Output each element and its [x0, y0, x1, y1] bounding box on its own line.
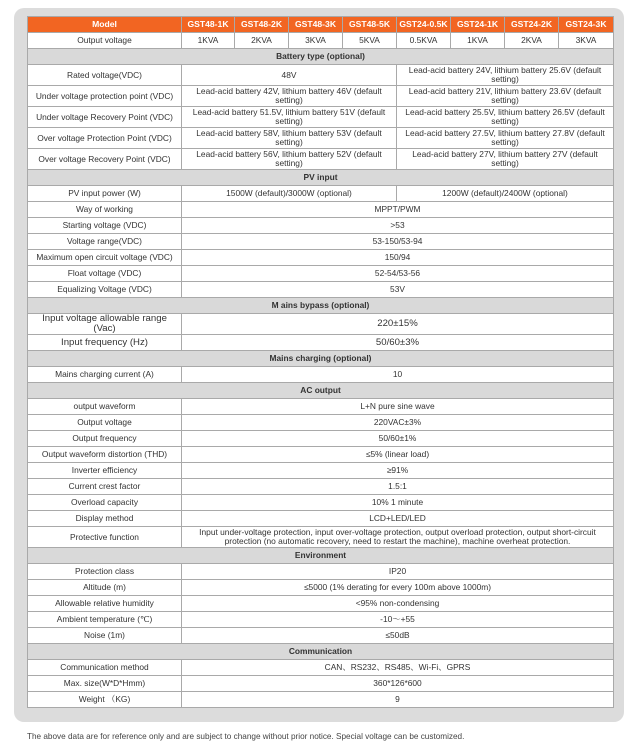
header-model: GST48-5K	[343, 17, 397, 33]
table-row	[28, 202, 614, 218]
row-label: Output voltage	[28, 415, 182, 431]
row-value-48v: Lead-acid battery 56V, lithium battery 52V (default setting)	[182, 149, 397, 170]
section-title: Battery type (optional)	[28, 49, 614, 65]
table-row	[28, 282, 614, 298]
table-row	[28, 580, 614, 596]
row-value: 3KVA	[559, 33, 614, 49]
row-value: ≥91%	[182, 463, 614, 479]
row-value: 9	[182, 692, 614, 708]
row-label: Rated voltage(VDC)	[28, 65, 182, 86]
row-value: 1KVA	[182, 33, 235, 49]
table-row	[28, 511, 614, 527]
row-label: Output voltage	[28, 33, 182, 49]
row-value-24v: 1200W (default)/2400W (optional)	[397, 186, 614, 202]
row-label: Max. size(W*D*Hmm)	[28, 676, 182, 692]
row-label: output waveform	[28, 399, 182, 415]
row-label: Current crest factor	[28, 479, 182, 495]
row-value: ≤5% (linear load)	[182, 447, 614, 463]
row-value: L+N pure sine wave	[182, 399, 614, 415]
row-value: Input under-voltage protection, input over-voltage protection, output overload protection, output short-circuit protection (no automatic recovery, need to restart the machine), machine overheat protection.	[182, 527, 614, 548]
row-label: Allowable relative humidity	[28, 596, 182, 612]
header-model: GST48-3K	[289, 17, 343, 33]
row-value: MPPT/PWM	[182, 202, 614, 218]
row-label: Input voltage allowable range (Vac)	[28, 314, 182, 335]
table-row	[28, 250, 614, 266]
row-label: Output waveform distortion (THD)	[28, 447, 182, 463]
row-value: 50/60±1%	[182, 431, 614, 447]
section-header-battery	[28, 49, 614, 65]
row-value: -10～+55	[182, 612, 614, 628]
table-row	[28, 367, 614, 383]
row-label: Over voltage Recovery Point (VDC)	[28, 149, 182, 170]
row-label: Protective function	[28, 527, 182, 548]
table-row	[28, 128, 614, 149]
table-row	[28, 149, 614, 170]
row-value: 10% 1 minute	[182, 495, 614, 511]
row-label: Noise (1m)	[28, 628, 182, 644]
row-label: Mains charging current (A)	[28, 367, 182, 383]
row-value: 53V	[182, 282, 614, 298]
row-value: ≤50dB	[182, 628, 614, 644]
row-value: 220±15%	[182, 314, 614, 335]
header-model: GST48-2K	[235, 17, 289, 33]
header-model: GST24-1K	[451, 17, 505, 33]
row-value: >53	[182, 218, 614, 234]
table-row	[28, 266, 614, 282]
table-row	[28, 463, 614, 479]
row-label: Float voltage (VDC)	[28, 266, 182, 282]
row-value: 1.5:1	[182, 479, 614, 495]
table-row	[28, 107, 614, 128]
section-header-charging	[28, 351, 614, 367]
table-row	[28, 33, 614, 49]
section-title: PV input	[28, 170, 614, 186]
table-row	[28, 676, 614, 692]
table-row	[28, 660, 614, 676]
row-value: CAN、RS232、RS485、Wi-Fi、GPRS	[182, 660, 614, 676]
table-row	[28, 447, 614, 463]
row-label: Under voltage Recovery Point (VDC)	[28, 107, 182, 128]
row-value-24v: Lead-acid battery 27.5V, lithium battery 27.8V (default setting)	[397, 128, 614, 149]
table-row	[28, 218, 614, 234]
row-label: Overload capacity	[28, 495, 182, 511]
section-title: Environment	[28, 548, 614, 564]
row-value: LCD+LED/LED	[182, 511, 614, 527]
row-label: Protection class	[28, 564, 182, 580]
row-label: Maximum open circuit voltage (VDC)	[28, 250, 182, 266]
row-label: Altitude (m)	[28, 580, 182, 596]
row-value-24v: Lead-acid battery 25.5V, lithium battery 26.5V (default setting)	[397, 107, 614, 128]
section-title: M ains bypass (optional)	[28, 298, 614, 314]
table-row	[28, 335, 614, 351]
table-row	[28, 415, 614, 431]
row-label: Starting voltage (VDC)	[28, 218, 182, 234]
section-title: Communication	[28, 644, 614, 660]
row-value: 3KVA	[289, 33, 343, 49]
section-title: AC output	[28, 383, 614, 399]
table-row	[28, 65, 614, 86]
row-value-48v: Lead-acid battery 58V, lithium battery 53V (default setting)	[182, 128, 397, 149]
section-header-communication	[28, 644, 614, 660]
row-value-48v: Lead-acid battery 42V, lithium battery 46V (default setting)	[182, 86, 397, 107]
table-row	[28, 431, 614, 447]
row-label: Way of working	[28, 202, 182, 218]
table-header-row	[28, 17, 614, 33]
row-label: Output frequency	[28, 431, 182, 447]
row-value: 1KVA	[451, 33, 505, 49]
row-value: ≤5000 (1% derating for every 100m above 1000m)	[182, 580, 614, 596]
row-label: PV input power (W)	[28, 186, 182, 202]
row-label: Display method	[28, 511, 182, 527]
row-label: Over voltage Protection Point (VDC)	[28, 128, 182, 149]
table-row	[28, 479, 614, 495]
row-value: 0.5KVA	[397, 33, 451, 49]
row-value: 150/94	[182, 250, 614, 266]
row-value-48v: 1500W (default)/3000W (optional)	[182, 186, 397, 202]
row-value: 10	[182, 367, 614, 383]
row-label: Communication method	[28, 660, 182, 676]
row-value: 220VAC±3%	[182, 415, 614, 431]
header-model: GST24-3K	[559, 17, 614, 33]
table-row	[28, 692, 614, 708]
table-row	[28, 612, 614, 628]
table-row	[28, 234, 614, 250]
footnote: The above data are for reference only and are subject to change without prior notice. Special voltage can be customized.	[27, 732, 465, 741]
row-value: 5KVA	[343, 33, 397, 49]
row-value: 2KVA	[505, 33, 559, 49]
table-row	[28, 564, 614, 580]
row-value: 2KVA	[235, 33, 289, 49]
section-title: Mains charging (optional)	[28, 351, 614, 367]
section-header-pv	[28, 170, 614, 186]
row-value: 52-54/53-56	[182, 266, 614, 282]
row-value-48v: Lead-acid battery 51.5V, lithium battery 51V (default setting)	[182, 107, 397, 128]
row-label: Weight （KG)	[28, 692, 182, 708]
row-value: <95% non-condensing	[182, 596, 614, 612]
table-row	[28, 628, 614, 644]
row-label: Inverter efficiency	[28, 463, 182, 479]
table-row	[28, 86, 614, 107]
row-value-48v: 48V	[182, 65, 397, 86]
spec-table	[27, 16, 614, 708]
table-row	[28, 186, 614, 202]
header-model: GST24-2K	[505, 17, 559, 33]
section-header-ac-output	[28, 383, 614, 399]
row-value-24v: Lead-acid battery 21V, lithium battery 23.6V (default setting)	[397, 86, 614, 107]
row-value: IP20	[182, 564, 614, 580]
row-label: Equalizing Voltage (VDC)	[28, 282, 182, 298]
section-header-environment	[28, 548, 614, 564]
row-label: Input frequency (Hz)	[28, 335, 182, 351]
section-header-bypass	[28, 298, 614, 314]
header-model: GST48-1K	[182, 17, 235, 33]
row-label: Under voltage protection point (VDC)	[28, 86, 182, 107]
row-value: 53-150/53-94	[182, 234, 614, 250]
row-value: 50/60±3%	[182, 335, 614, 351]
row-label: Ambient temperature (℃)	[28, 612, 182, 628]
row-value: 360*126*600	[182, 676, 614, 692]
table-row	[28, 495, 614, 511]
table-row	[28, 399, 614, 415]
row-value-24v: Lead-acid battery 24V, lithium battery 25.6V (default setting)	[397, 65, 614, 86]
table-row	[28, 527, 614, 548]
header-model-label: Model	[28, 17, 182, 33]
table-row	[28, 596, 614, 612]
row-label: Voltage range(VDC)	[28, 234, 182, 250]
table-row	[28, 314, 614, 335]
row-value-24v: Lead-acid battery 27V, lithium battery 27V (default setting)	[397, 149, 614, 170]
header-model: GST24-0.5K	[397, 17, 451, 33]
